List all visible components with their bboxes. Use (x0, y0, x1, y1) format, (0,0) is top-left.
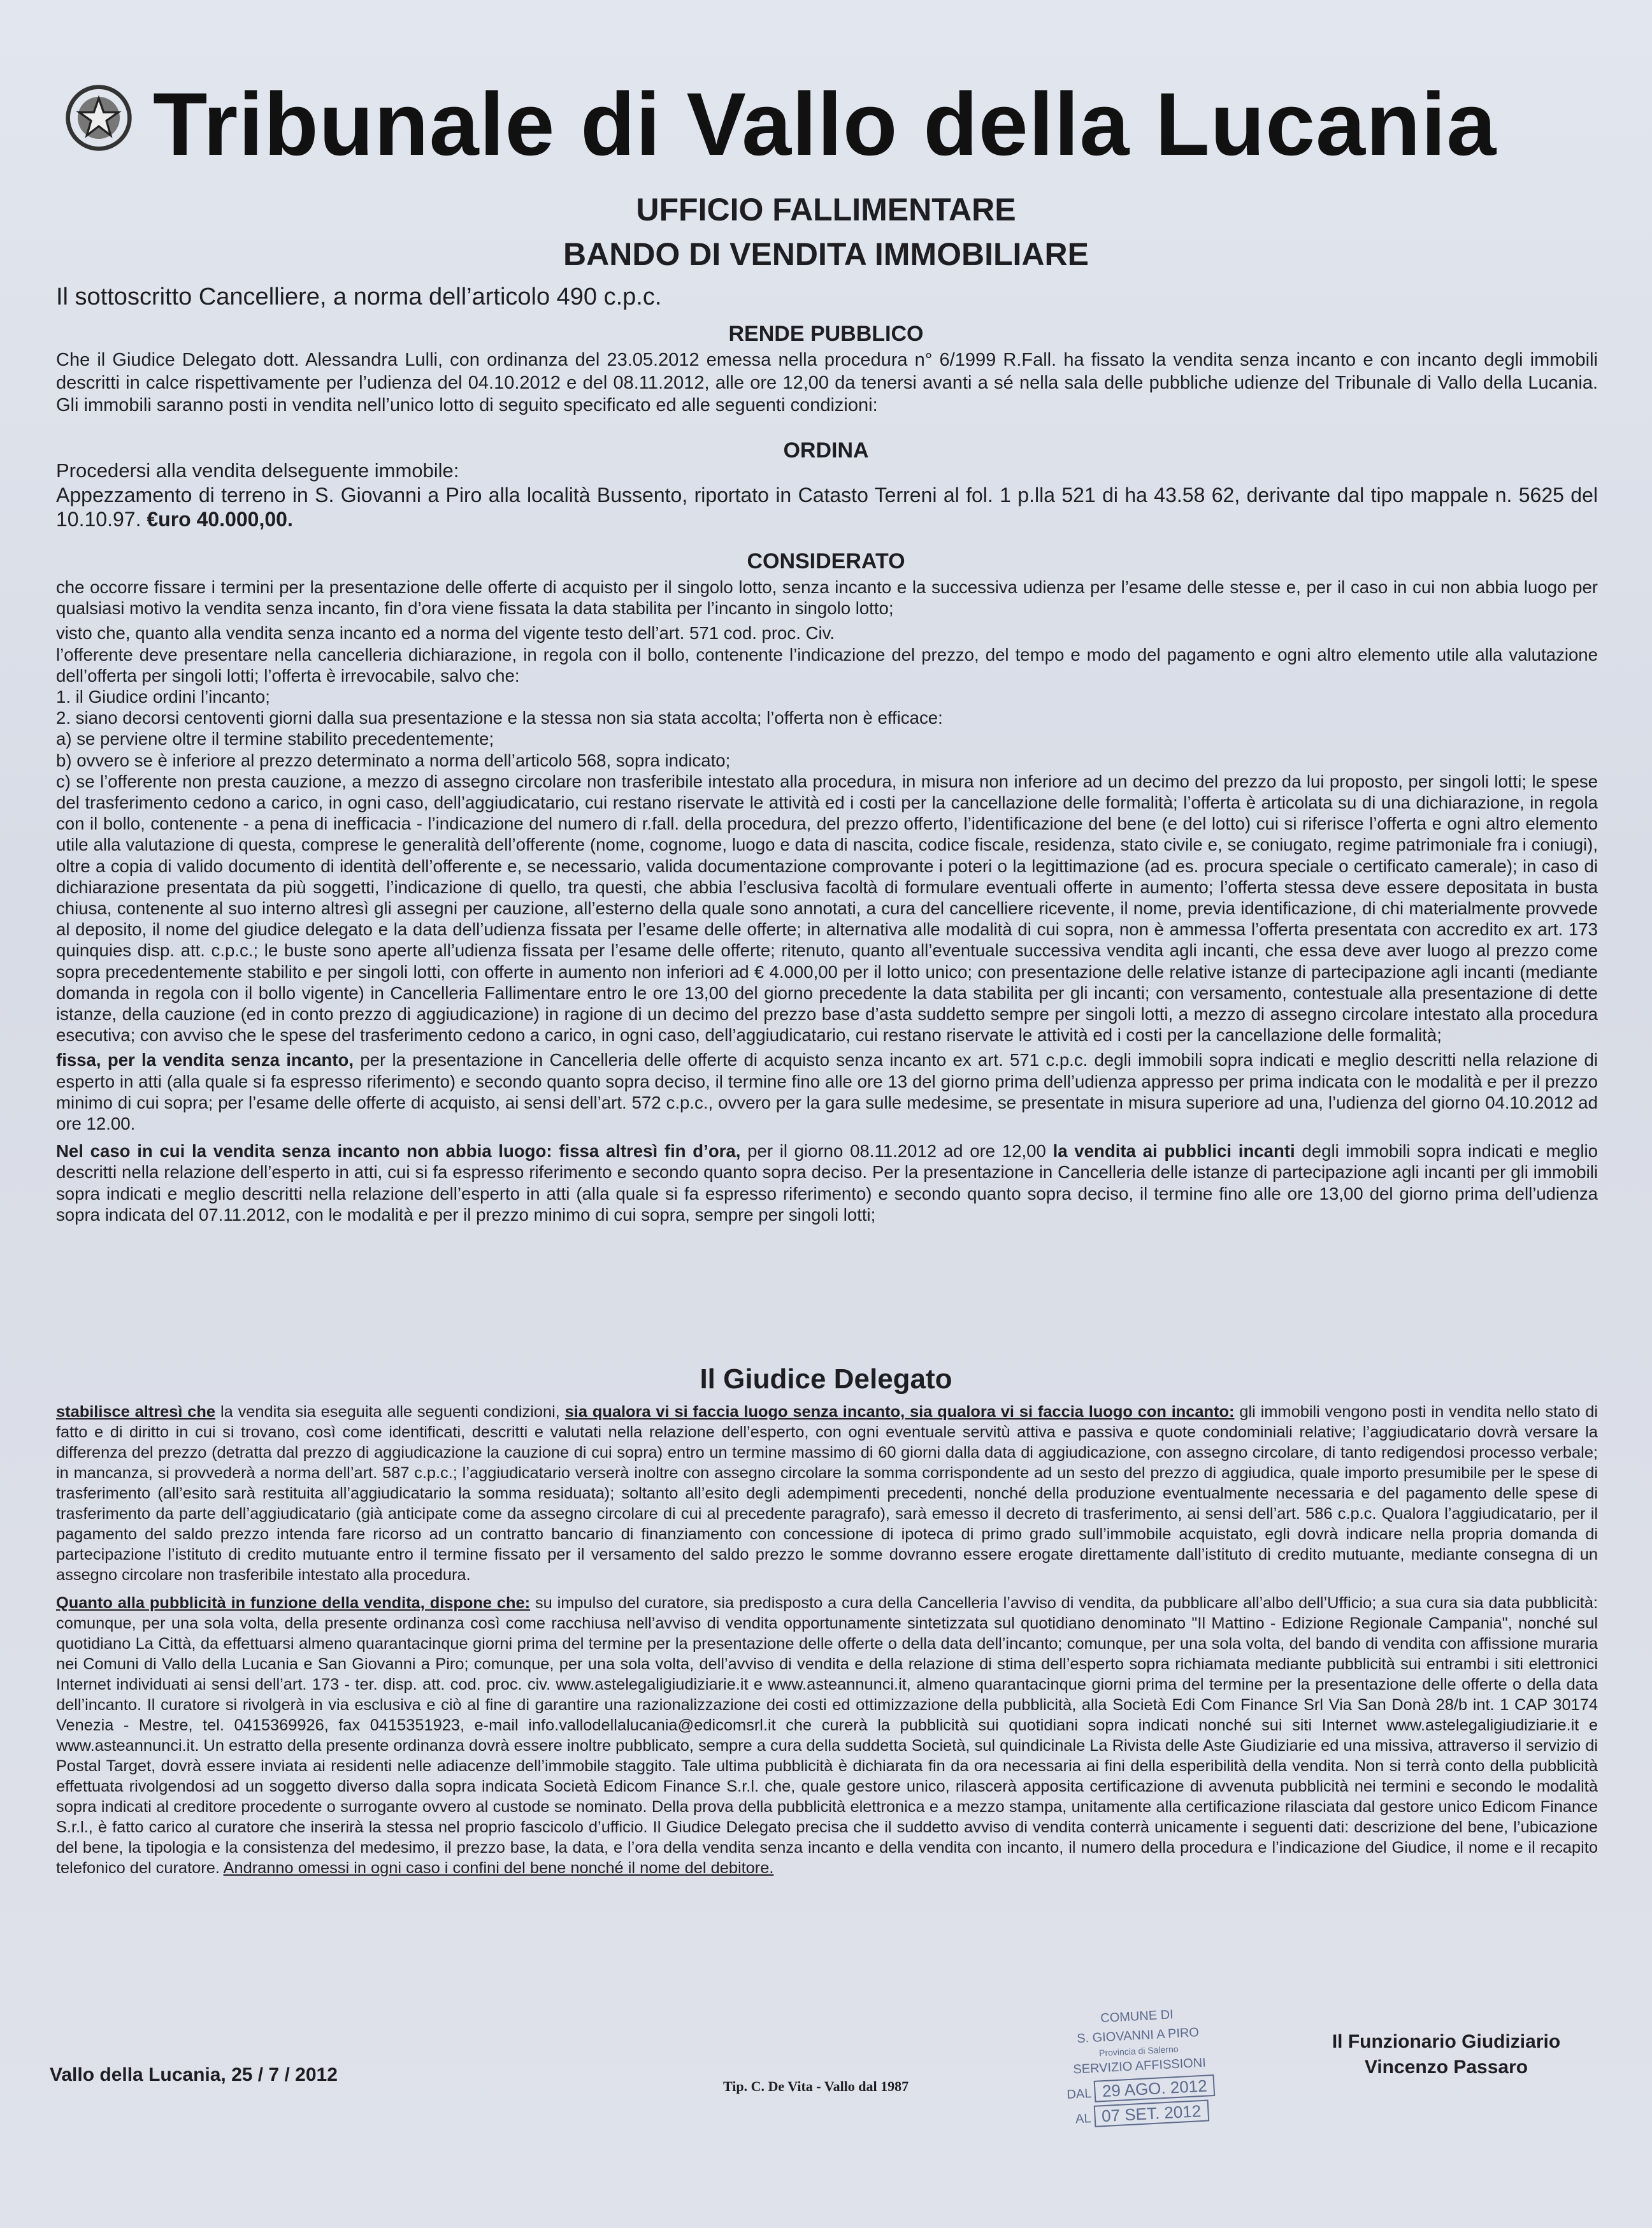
pubblicita-underline: Quanto alla pubblicità in funzione della vendita, dispone che: (56, 1594, 531, 1612)
pubblicita-paragraph (56, 1593, 1598, 1878)
signature-block (1281, 2029, 1612, 2080)
stabilisce-text2: gli immobili vengono posti in vendita nello stato di fatto e di diritto in cui si trovano, così come identificati, descritti e valutati nella relazione dell’esperto, con ogni eventuale servitù attiva e passiva e quote condominiali relative; l’aggiudicatario dovrà versare la differenza del prezzo (detratta dal prezzo di aggiudicazione la cauzione di cui sopra) entro un termine massimo di 60 giorni dalla data di aggiudicazione, con assegno circolare, di tanto redigendosi processo verbale; in mancanza, si provvederà a norma dell’art. 587 c.p.c.; l’aggiudicatario verserà inoltre con assegno circolare la somma corrispondente ad un sesto del prezzo di aggiudica, quale importo presumibile per le spese di trasferimento (all’esito sarà restituita all’aggiudicatario la somma residuata); soltanto all’esito degli adempimenti precedenti, nonché della produzione eventualmente necessaria e del pagamento delle spese di trasferimento da parte dell’aggiudicatario (già anticipate come da assegno circolare di cui al precedente paragrafo), sarà emesso il decreto di trasferimento, ai sensi dell’art. 586 c.p.c. Qualora l’aggiudicatario, per il pagamento del saldo prezzo intenda fare ricorso ad un contratto bancario di finanziamento con concessione di ipoteca di primo grado sull’immobile acquistato, egli dovrà indicare nella propria domanda di partecipazione l’istituto di credito mutuante entro il termine fissato per il versamento del saldo prezzo le somme dovranno essere erogate direttamente dall’istituto di credito mutuante, mediante consegna di un assegno circolare non trasferibile intestato alla procedura. (56, 1403, 1598, 1584)
heading-giudice-delegato: Il Giudice Delegato (700, 1363, 952, 1395)
nel-caso-paragraph (56, 1140, 1598, 1225)
considerato-p3: l’offerente deve presentare nella cancelleria dichiarazione, in regola con il bollo, contenente l’indicazione del prezzo, del tempo e modo del pagamento e ogni altro elemento utile alla valutazione dell’offerta per singoli lotti; l’offerta è irrevocabile, salvo che: (56, 644, 1598, 686)
heading-ordina: ORDINA (783, 438, 869, 463)
ordina-description: Appezzamento di terreno in S. Giovanni a Piro alla località Bussento, riportato in Catasto Terreni al fol. 1 p.lla 521 di ha 43.58 62, derivante dal tipo mappale n. 5625 del 10.10.97. (56, 484, 1598, 531)
ordina-price: €uro 40.000,00. (147, 508, 293, 531)
stamp-al-date: 07 SET. 2012 (1093, 2099, 1209, 2127)
pubblicita-end: Andranno omessi in ogni caso i confini del bene nonché il nome del debitore. (223, 1859, 774, 1877)
stamp-dal-date: 29 AGO. 2012 (1094, 2074, 1215, 2102)
stabilisce-paragraph (56, 1402, 1598, 1585)
heading-rende-pubblico: RENDE PUBBLICO (728, 322, 924, 346)
ordina-text (56, 459, 1598, 531)
giudice-text (56, 1402, 1598, 1878)
nel-caso-bold: Nel caso in cui la vendita senza incanto non abbia luogo: fissa altresì fin d’ora, (56, 1141, 741, 1161)
considerato-l1: 1. il Giudice ordini l’incanto; (56, 687, 270, 707)
ordina-line2 (56, 483, 1598, 531)
stabilisce-text1: la vendita sia eseguita alle seguenti condizioni, (220, 1403, 560, 1421)
stamp-line1: COMUNE DI (1100, 2008, 1174, 2026)
considerato-text (56, 577, 1598, 1225)
page-title: Tribunale di Vallo della Lucania (153, 74, 1497, 174)
republic-emblem-icon (64, 83, 134, 153)
official-name: Vincenzo Passaro (1364, 2057, 1528, 2078)
fissa-bold: fissa, per la vendita senza incanto, (56, 1050, 354, 1070)
ordina-line1: Procedersi alla vendita delseguente immobile: (56, 459, 459, 482)
stamp-line3: Provincia di Salerno (1098, 2043, 1179, 2059)
rende-paragraph: Che il Giudice Delegato dott. Alessandra Lulli, con ordinanza del 23.05.2012 emessa nella procedura n° 6/1999 R.Fall. ha fissato la vendita senza incanto e con incanto degli immobili descritti in calce rispettivamente per l’udienza del 04.10.2012 e del 08.11.2012, alle ore 12,00 da tenersi avanti a sé nella sala delle pubbliche udienze del Tribunale di Vallo della Lucania. Gli immobili saranno posti in vendita nell’unico lotto di seguito specificato ed alle seguenti condizioni: (56, 350, 1598, 415)
affissioni-stamp (1041, 2002, 1240, 2164)
considerato-l5: c) se l’offerente non presta cauzione, a mezzo di assegno circolare non trasferibile intestato alla procedura, in misura non inferiore ad un decimo del prezzo da lui proposto, per singoli lotti; le spese del trasferimento cedono a carico, in ogni caso, dell’aggiudicatario, cui restano riservate le attività ed i costi per la cancellazione delle formalità; l’offerta è articolata su di una dichiarazione, in regola con il bollo, contenente - a pena di inefficacia - l’indicazione del numero di r.fall. della procedura, del prezzo offerto, l’identificazione del bene (e del lotto) cui si riferisce l’offerta e ogni altro elemento utile alla valutazione di questa, comprese le generalità dell’offerente (nome, cognome, luogo e data di nascita, codice fiscale, residenza, stato civile e, se coniugato, regime patrimoniale fra i coniugi), oltre a copia di valido documento di identità dell’offerente e, se necessario, valida documentazione comprovante i poteri o la legittimazione (ad es. procura speciale o certificato camerale); in caso di dichiarazione presentata da più soggetti, l’indicazione di quello, tra questi, che abbia l’esclusiva facoltà di formulare eventuali offerte in aumento; l’offerta stessa deve essere depositata in busta chiusa, contenente al suo interno altresì gli assegni per cauzione, all’esterno della quale sono annotati, a cura del cancelliere ricevente, il nome, previa identificazione, di chi materialmente provvede al deposito, il nome del giudice delegato e la data dell’udienza fissata per l’esame delle offerte; in alternativa alle modalità di cui sopra, non è ammessa l’offerta presentata con accredito ex art. 173 quinquies disp. att. c.p.c.; le buste sono aperte all’udienza fissata per l’esame delle offerte; ritenuto, quanto all’eventuale successiva vendita agli incanti, che essa deve aver luogo al prezzo come sopra precedentemente stabilito e per singoli lotti, con offerte in aumento non inferiori ad € 4.000,00 per il lotto unico; con presentazione delle relative istanze di partecipazione agli incanti (mediante domanda in regola con il bollo vigente) in Cancelleria Fallimentare entro le ore 13,00 del giorno precedente la data stabilita per gli incanti; con versamento, contestuale alla presentazione di dette istanze, della cauzione (ed in conto prezzo di aggiudicazione) in ragione di un decimo del prezzo base d’asta suddetto sempre per singoli lotti, a mezzo di assegno circolare intestato alla procedura esecutiva; con avviso che le spese del trasferimento cedono a carico, in ogni caso, dell’aggiudicatario, cui restano riservate le attività ed i costi per la cancellazione delle formalità; (56, 771, 1598, 1046)
stabilisce-underline2: sia qualora vi si faccia luogo senza incanto, sia qualora vi si faccia luogo con incanto: (564, 1403, 1235, 1421)
considerato-p2: visto che, quanto alla vendita senza incanto ed a norma del vigente testo dell’art. 571 cod. proc. Civ. (56, 623, 835, 643)
stamp-line2: S. GIOVANNI A PIRO (1076, 2025, 1200, 2046)
subtitle-bando: BANDO DI VENDITA IMMOBILIARE (563, 236, 1089, 272)
rende-text (56, 349, 1598, 417)
stamp-line4: SERVIZIO AFFISSIONI (1072, 2055, 1207, 2077)
stabilisce-underline: stabilisce altresì che (56, 1403, 216, 1421)
stamp-dal-label: DAL (1066, 2087, 1092, 2102)
nel-caso-text1: per il giorno 08.11.2012 ad ore 12,00 (747, 1141, 1046, 1161)
fissa-text: per la presentazione in Cancelleria delle offerte di acquisto senza incanto ex art. 571 c.p.c. degli immobili sopra indicati e meglio descritti nella relazione di esperto in atti (alla quale si fa espresso riferimento) e secondo quanto sopra deciso, il termine fino alle ore 13 del giorno prima dell’udienza appresso per prima indicata con le modalità e per il prezzo minimo di cui sopra; per l’esame delle offerte di acquisto, ai sensi dell’art. 572 c.p.c., ovvero per la gara sulle medesime, se presentate in misura superiore ad una, l’udienza del giorno 04.10.2012 ad ore 12.00. (56, 1050, 1598, 1134)
place-date: Vallo della Lucania, 25 / 7 / 2012 (50, 2064, 338, 2085)
stamp-al-label: AL (1075, 2111, 1091, 2127)
considerato-p1: che occorre fissare i termini per la presentazione delle offerte di acquisto per il singolo lotto, senza incanto e la successiva udienza per l’esame delle stesse e, per il caso in cui non abbia luogo per qualsiasi motivo la vendita senza incanto, fin d’ora viene fissata la data stabilita per l’incanto in singolo lotto; (56, 577, 1598, 619)
nel-caso-bold2: la vendita ai pubblici incanti (1052, 1141, 1295, 1161)
considerato-l4: b) ovvero se è inferiore al prezzo determinato a norma dell’articolo 568, sopra indicato; (56, 750, 731, 770)
header (64, 64, 1593, 172)
fissa-paragraph (56, 1049, 1598, 1134)
considerato-l2: 2. siano decorsi centoventi giorni dalla sua presentazione e la stessa non sia stata accolta; l’offerta non è efficace: (56, 708, 943, 728)
printer-credit: Tip. C. De Vita - Vallo dal 1987 (723, 2078, 909, 2094)
pubblicita-text: su impulso del curatore, sia predisposto a cura della Cancelleria l’avviso di vendita, da pubblicare all’albo dell’Ufficio; a sua cura sia data pubblicità: comunque, per una sola volta, della presente ordinanza così come racchiusa nell’avviso di vendita opportunamente sintetizzata sul quotidiano denominato "Il Mattino - Edizione Regionale Campania", nonché sul quotidiano La Città, da effettuarsi almeno quarantacinque giorni prima del termine per la presentazione delle offerte o della data dell’incanto; comunque, per una sola volta, del bando di vendita con affissione muraria nei Comuni di Vallo della Lucania e San Giovanni a Piro; comunque, per una sola volta, dell’avviso di vendita e della relazione di stima dell’esperto sopra richiamata mediante pubblicità sui entrambi i siti elettronici Internet individuati ai sensi dell’art. 173 - ter. disp. att. cod. proc. civ. www.astelegaligiudiziarie.it e www.asteannunci.it, almeno quarantacinque giorni prima del termine per la presentazione delle offerte o della data dell’incanto. Il curatore si rivolgerà in via esclusiva e ciò al fine di garantire una razionalizzazione dei costi ed ottimizzazione della pubblicità, alla Società Edi Com Finance Srl Via San Donà 28/b int. 1 CAP 30174 Venezia - Mestre, tel. 0415369926, fax 0415351923, e-mail info.vallodellalucania@edicomsrl.it che curerà la pubblicità sui quotidiani sopra indicati nonché sui siti Internet www.astelegaligiudiziarie.it e www.asteannunci.it. Un estratto della presente ordinanza dovrà essere inoltre pubblicato, sempre a cura della suddetta Società, sul quindicinale La Rivista delle Aste Giudiziarie ed una missiva, attraverso il servizio di Postal Target, dovrà essere inviata ai residenti nelle adiacenze dell’immobile staggito. Tale ultima pubblicità è dichiarata fin da ora necessaria ai fini della esperibilità della vendita. Non si terrà conto della pubblicità effettuata rivolgendosi ad un soggetto diverso dalla sopra indicata Società Edicom Finance S.r.l. che, quale gestore unico, rilascerà apposita certificazione di avvenuta pubblicità nei termini e secondo le modalità sopra indicati al creditore procedente o surrogante ovvero al custode se nominato. Della prova della pubblicità elettronica e a mezzo stampa, unitamente alla certificazione rilasciata dal gestore unico Edicom Finance S.r.l., è fatto carico al curatore che inserirà la stessa nel proprio fascicolo d’ufficio. Il Giudice Delegato precisa che il suddetto avviso di vendita conterrà unicamente i seguenti dati: descrizione del bene, l’ubicazione del bene, la tipologia e la consistenza del medesimo, il prezzo base, la data, e l’ora della vendita senza incanto e della vendita con incanto, il numero della procedura e l’indicazione del Giudice, il nome e il recapito telefonico del curatore. (56, 1594, 1598, 1877)
intro-line: Il sottoscritto Cancelliere, a norma dell’articolo 490 c.p.c. (56, 284, 662, 310)
nel-caso-text2: degli immobili sopra indicati e meglio descritti nella relazione dell’esperto in atti, cui si fa espresso riferimento e secondo quanto sopra deciso. Per la presentazione in Cancelleria delle istanze di partecipazione agli incanti per gli immobili sopra indicati e meglio descritti nella relazione dell’esperto in atti (alla quale si fa espresso riferimento) e secondo quanto sopra deciso, il termine fino alle ore 13,00 del giorno prima dell’udienza sopra indicata del 07.11.2012, con le modalità e per il prezzo minimo di cui sopra, sempre per singoli lotti; (56, 1141, 1598, 1225)
subtitle-ufficio: UFFICIO FALLIMENTARE (636, 192, 1016, 227)
heading-considerato: CONSIDERATO (747, 549, 905, 573)
official-title: Il Funzionario Giudiziario (1332, 2031, 1561, 2052)
considerato-l3: a) se perviene oltre il termine stabilito precedentemente; (56, 729, 494, 749)
